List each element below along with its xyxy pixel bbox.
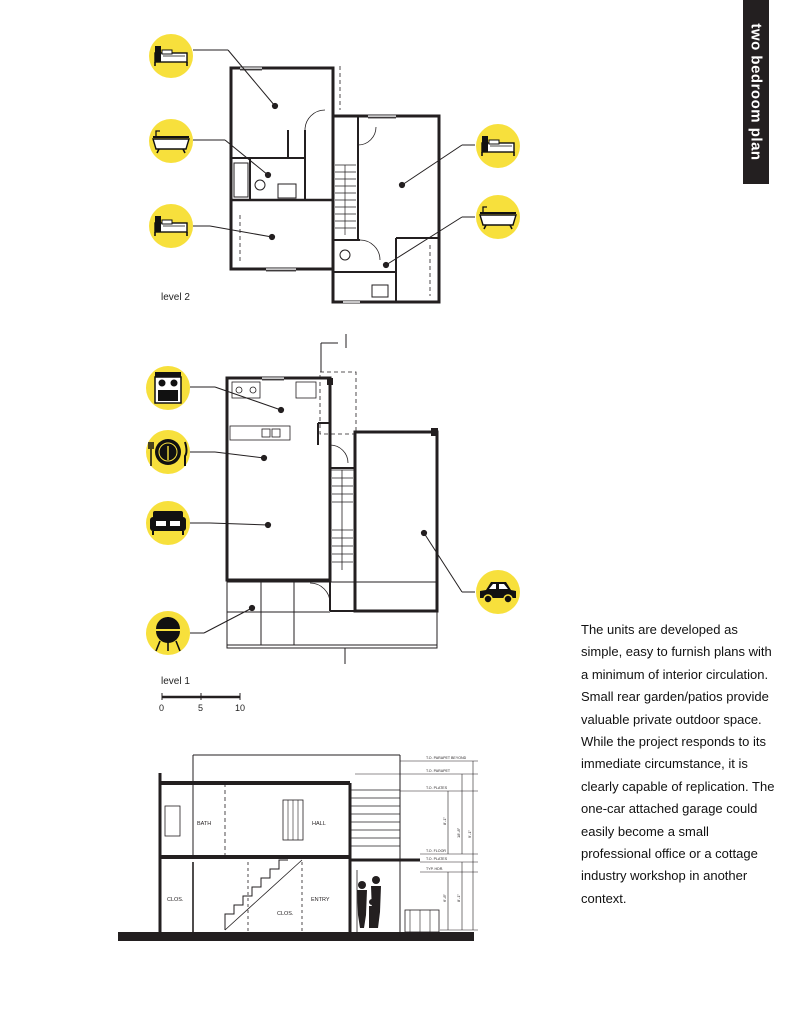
bed-icon (149, 34, 193, 78)
stove-icon (146, 366, 190, 410)
scale-bar (162, 693, 240, 700)
scale-tick-10: 10 (235, 703, 246, 713)
label-clos-1: CLOS. (167, 897, 184, 903)
mark-parapet-beyond: T.O. PARAPET BEYOND (426, 756, 467, 760)
mark-plates-upper: T.O. PLATES (426, 786, 448, 790)
label-hall: HALL (312, 821, 326, 827)
bathtub-icon (149, 119, 193, 163)
level1-leaders (190, 387, 475, 633)
dim-d5: 8'-1" (456, 894, 461, 902)
sofa-icon (146, 501, 190, 545)
section-labels (167, 821, 330, 917)
mark-parapet: T.O. PARAPET (426, 769, 451, 773)
dining-plate-icon (146, 430, 190, 474)
level2-label: level 2 (161, 292, 190, 303)
label-bath: BATH (197, 821, 212, 827)
level1-plan (227, 334, 438, 664)
dim-d3: 9'-1" (467, 830, 472, 838)
mark-typ-hdr: TYP. HDR. (426, 867, 444, 871)
bbq-grill-icon (146, 611, 190, 655)
tab-title: two bedroom plan (747, 23, 765, 161)
bed-icon (476, 124, 520, 168)
building-section (118, 755, 478, 941)
dim-d1: 8'-1" (442, 817, 447, 825)
bed-icon (149, 204, 193, 248)
description-text: The units are developed as simple, easy to furnish plans with a minimum of interior circulation. Small rear garden/patios provide valuable private outdoor space. While the project responds to its immediate circumstance, it is clearly capable of replication. The one-car attached garage could easily become a small professional office or a cottage industry workshop in another context. (581, 622, 775, 906)
level2-plan (231, 66, 439, 302)
car-icon (476, 570, 520, 614)
label-entry: ENTRY (311, 897, 330, 903)
scale-tick-0: 0 (159, 703, 165, 713)
scale-tick-5: 5 (198, 703, 204, 713)
dim-d4: 6'-8" (442, 894, 447, 902)
bathtub-icon (476, 195, 520, 239)
mark-floor: T.O. FLOOR (426, 849, 446, 853)
people-figures (357, 876, 381, 928)
mark-plates-lower: T.O. PLATES (426, 857, 448, 861)
label-clos-2: CLOS. (277, 911, 294, 917)
level1-label: level 1 (161, 676, 190, 687)
dim-d2: 18'-8" (456, 827, 461, 838)
